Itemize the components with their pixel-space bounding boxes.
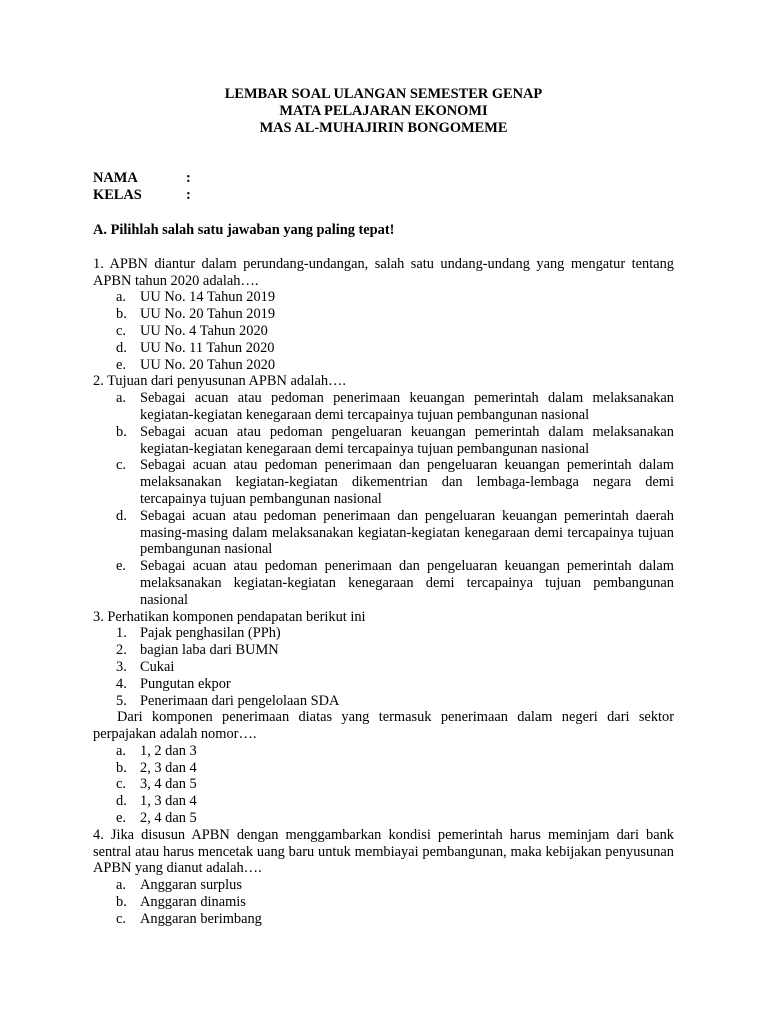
student-identity — [93, 170, 674, 204]
option-item — [93, 390, 674, 424]
name-colon: : — [186, 170, 191, 187]
option-mark: d. — [116, 339, 127, 356]
option-text: UU No. 20 Tahun 2020 — [140, 356, 276, 373]
question-1-options — [93, 289, 674, 373]
option-text: Sebagai acuan atau pedoman penerimaan dan pengeluaran keuangan pemerintah daerah masing-masing dalam melaksanakan kegiatan-kegiatan kenegaraan demi tercapainya tujuan pembangunan nasional — [140, 507, 674, 558]
option-item — [93, 340, 674, 357]
item-number: 5. — [116, 692, 127, 709]
option-mark: a. — [116, 390, 126, 407]
list-item — [93, 693, 674, 710]
item-number: 3. — [116, 658, 127, 675]
option-text: UU No. 4 Tahun 2020 — [140, 322, 268, 339]
option-item — [93, 810, 674, 827]
list-item — [93, 676, 674, 693]
item-number: 1. — [116, 625, 127, 642]
question-4-options — [93, 877, 674, 927]
option-text: Sebagai acuan atau pedoman penerimaan keuangan pemerintah dalam melaksanakan kegiatan-kegiatan kenegaraan demi tercapainya tujuan pembangunan nasional — [140, 390, 674, 423]
option-mark: c. — [116, 776, 126, 793]
question-3-text: 3. Perhatikan komponen pendapatan berikut ini — [93, 608, 366, 625]
option-text: UU No. 14 Tahun 2019 — [140, 289, 276, 306]
option-text: Sebagai acuan atau pedoman penerimaan dan pengeluaran keuangan pemerintah dalam melaksanakan kegiatan-kegiatan dikementrian dan lembaga-lembaga negara demi tercapainya tujuan pembangunan nasional — [140, 457, 674, 507]
option-mark: c. — [116, 322, 126, 339]
option-text: UU No. 11 Tahun 2020 — [140, 339, 275, 356]
option-text: 2, 3 dan 4 — [140, 759, 197, 776]
option-mark: c. — [116, 457, 126, 474]
list-item — [93, 642, 674, 659]
option-item — [93, 323, 674, 340]
option-mark: e. — [116, 356, 126, 373]
list-item — [93, 625, 674, 642]
option-item — [93, 911, 674, 928]
option-mark: d. — [116, 793, 127, 810]
item-text: Penerimaan dari pengelolaan SDA — [140, 692, 340, 709]
option-mark: d. — [116, 507, 127, 524]
option-mark: a. — [116, 742, 126, 759]
question-4-text: 4. Jika disusun APBN dengan menggambarkan kondisi pemerintah harus meminjam dari bank sentral atau harus mencetak uang baru untuk membiayai pembangunan, maka kebijakan penyusunan APBN yang dianut adalah…. — [93, 826, 674, 877]
option-mark: a. — [116, 877, 126, 894]
document-header — [93, 86, 674, 136]
item-number: 4. — [116, 675, 127, 692]
class-label: KELAS — [93, 187, 142, 204]
question-3-options — [93, 743, 674, 827]
option-item — [93, 424, 674, 458]
header-title-line-1: LEMBAR SOAL ULANGAN SEMESTER GENAP — [224, 86, 543, 102]
item-number: 2. — [116, 642, 127, 659]
item-text: Pungutan ekpor — [140, 675, 231, 692]
question-3-items — [93, 625, 674, 709]
option-mark: b. — [116, 306, 127, 323]
name-label: NAMA — [93, 170, 138, 187]
question-2-options — [93, 390, 674, 608]
option-item — [93, 558, 674, 608]
option-item — [93, 289, 674, 306]
option-item — [93, 306, 674, 323]
question-1-text: 1. APBN diantur dalam perundang-undangan, salah satu undang-undang yang mengatur tentang APBN tahun 2020 adalah…. — [93, 255, 674, 289]
option-mark: e. — [116, 810, 126, 827]
option-item — [93, 508, 674, 558]
option-text: Anggaran berimbang — [140, 910, 262, 927]
option-text: Sebagai acuan atau pedoman penerimaan dan pengeluaran keuangan pemerintah dalam melaksanakan kegiatan-kegiatan kenegaraan demi tercapainya tujuan pembangunan nasional — [140, 558, 674, 608]
option-text: 2, 4 dan 5 — [140, 810, 197, 827]
option-item — [93, 894, 674, 911]
option-item — [93, 743, 674, 760]
item-text: Cukai — [140, 658, 175, 675]
option-text: 1, 2 dan 3 — [140, 742, 197, 759]
name-row — [93, 170, 674, 187]
item-text: bagian laba dari BUMN — [140, 642, 279, 659]
question-2-text: 2. Tujuan dari penyusunan APBN adalah…. — [93, 373, 347, 390]
option-mark: a. — [116, 289, 126, 306]
option-mark: b. — [116, 894, 127, 911]
header-title-line-3: MAS AL-MUHAJIRIN BONGOMEME — [259, 119, 508, 136]
option-text: 1, 3 dan 4 — [140, 793, 197, 810]
option-mark: b. — [116, 423, 127, 440]
option-mark: b. — [116, 759, 127, 776]
list-item — [93, 659, 674, 676]
class-colon: : — [186, 187, 191, 204]
option-item — [93, 877, 674, 894]
header-title-line-2: MATA PELAJARAN EKONOMI — [279, 102, 488, 119]
option-item — [93, 357, 674, 374]
option-text: 3, 4 dan 5 — [140, 776, 197, 793]
class-row — [93, 187, 674, 204]
option-text: Anggaran dinamis — [140, 894, 246, 911]
item-text: Pajak penghasilan (PPh) — [140, 625, 281, 642]
option-mark: e. — [116, 558, 126, 575]
section-a-title: A. Pilihlah salah satu jawaban yang paling tepat! — [93, 221, 395, 238]
option-mark: c. — [116, 910, 126, 927]
option-item — [93, 760, 674, 777]
option-text: Anggaran surplus — [140, 877, 242, 894]
option-item — [93, 793, 674, 810]
question-3-prompt: Dari komponen penerimaan diatas yang termasuk penerimaan dalam negeri dari sektor perpajakan adalah nomor…. — [93, 709, 674, 743]
option-item — [93, 776, 674, 793]
option-text: UU No. 20 Tahun 2019 — [140, 306, 276, 323]
option-text: Sebagai acuan atau pedoman pengeluaran keuangan pemerintah dalam melaksanakan kegiatan-kegiatan kenegaraan demi tercapainya tujuan pembangunan nasional — [140, 423, 674, 457]
option-item — [93, 457, 674, 507]
